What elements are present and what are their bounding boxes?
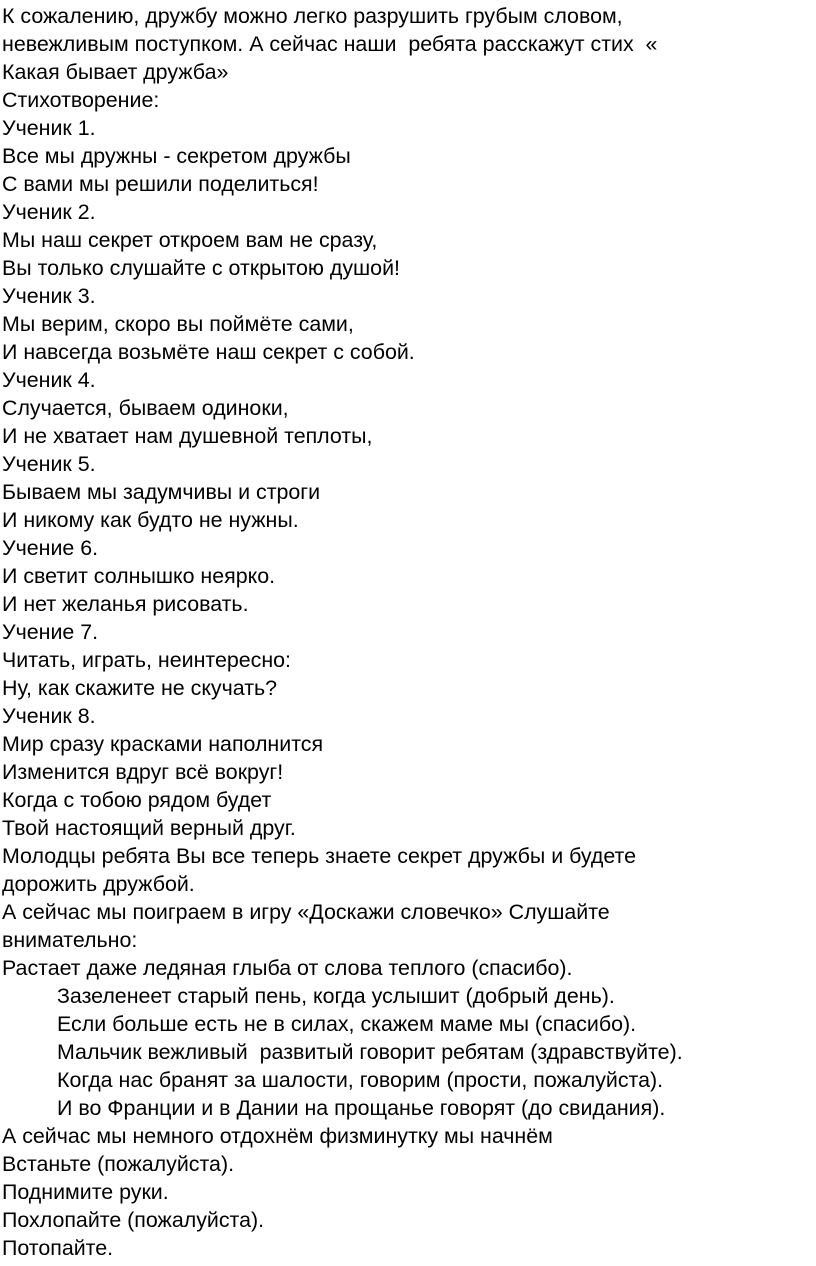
text-line: Ну, как скажите не скучать? [2, 676, 278, 700]
text-line: И навсегда возьмёте наш секрет с собой. [2, 340, 415, 364]
text-line: И во Франции и в Дании на прощанье говорят (до свидания). [57, 1096, 666, 1120]
text-line: Растает даже ледяная глыба от слова теплого (спасибо). [2, 956, 573, 980]
text-line: Молодцы ребята Вы все теперь знаете секрет дружбы и будете [2, 844, 636, 868]
text-line: Случается, бываем одиноки, [2, 396, 289, 420]
text-line: И не хватает нам душевной теплоты, [2, 424, 373, 448]
text-line: невежливым поступком. А сейчас наши ребята расскажут стих « [2, 32, 658, 56]
text-line: Ученик 1. [2, 116, 96, 140]
text-line: Твой настоящий верный друг. [2, 816, 296, 840]
text-line: Стихотворение: [2, 88, 160, 112]
text-line: Мир сразу красками наполнится [2, 732, 324, 756]
text-line: Мальчик вежливый развитый говорит ребятам (здравствуйте). [57, 1040, 683, 1064]
text-line: Встаньте (пожалуйста). [2, 1152, 235, 1176]
text-line: Потопайте. [2, 1236, 114, 1260]
text-line: Когда нас бранят за шалости, говорим (прости, пожалуйста). [57, 1068, 664, 1092]
text-line: Учение 6. [2, 536, 99, 560]
text-line: И светит солнышко неярко. [2, 564, 276, 588]
text-line: Похлопайте (пожалуйста). [2, 1208, 265, 1232]
text-line: Бываем мы задумчивы и строги [2, 480, 321, 504]
text-line: дорожить дружбой. [2, 872, 195, 896]
text-line: Ученик 4. [2, 368, 96, 392]
text-line: Какая бывает дружба» [2, 60, 229, 84]
text-line: И никому как будто не нужны. [2, 508, 299, 532]
text-line: И нет желанья рисовать. [2, 592, 249, 616]
text-line: Учение 7. [2, 620, 99, 644]
text-line: Читать, играть, неинтересно: [2, 648, 291, 672]
document-page [2, 2, 814, 1262]
text-line: Изменится вдруг всё вокруг! [2, 760, 284, 784]
text-line: Ученик 2. [2, 200, 96, 224]
text-line: Ученик 5. [2, 452, 96, 476]
text-line: Мы верим, скоро вы поймёте сами, [2, 312, 354, 336]
text-line: Поднимите руки. [2, 1180, 169, 1204]
text-line: Когда с тобою рядом будет [2, 788, 272, 812]
text-line: А сейчас мы поиграем в игру «Доскажи словечко» Слушайте [2, 900, 610, 924]
text-line: А сейчас мы немного отдохнём физминутку мы начнём [2, 1124, 553, 1148]
text-line: внимательно: [2, 928, 138, 952]
text-line: Мы наш секрет откроем вам не сразу, [2, 228, 378, 252]
text-line: К сожалению, дружбу можно легко разрушить грубым словом, [2, 4, 623, 28]
text-line: Если больше есть не в силах, скажем маме мы (спасибо). [57, 1012, 637, 1036]
text-line: Все мы дружны - секретом дружбы [2, 144, 351, 168]
text-line: Вы только слушайте с открытою душой! [2, 256, 400, 280]
text-line: Зазеленеет старый пень, когда услышит (добрый день). [57, 984, 615, 1008]
text-line: С вами мы решили поделиться! [2, 172, 319, 196]
text-line: Ученик 3. [2, 284, 96, 308]
text-line: Ученик 8. [2, 704, 96, 728]
